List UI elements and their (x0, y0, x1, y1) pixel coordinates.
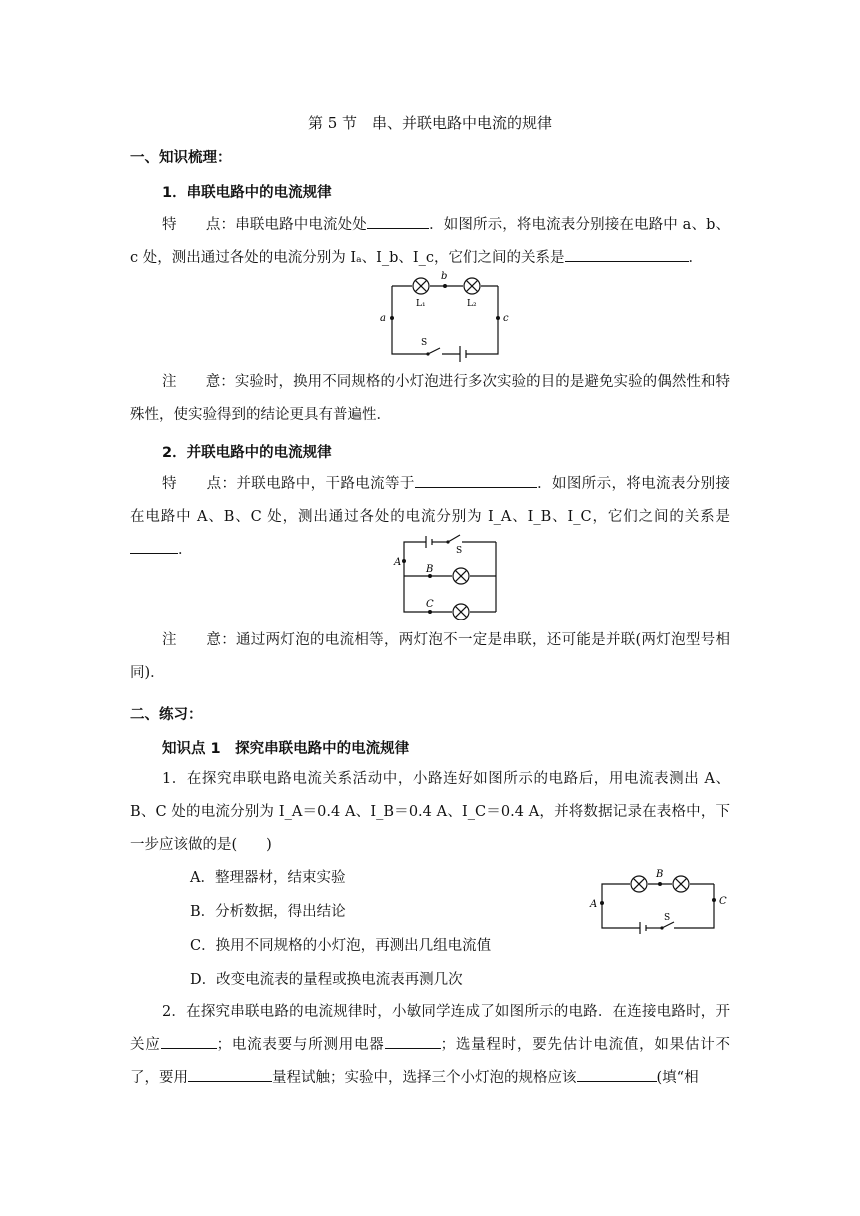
question-2-text-4: 量程试触；实验中，选择三个小灯泡的规格应该 (272, 1070, 577, 1086)
question-2-text-1: 2．在探究串联电路的电流规律时，小敏同学连成了如图所示的电路．在连接电路时，开关应 (130, 1004, 730, 1053)
blank-q2-3[interactable] (188, 1067, 272, 1082)
question-1-circuit-diagram (584, 864, 734, 938)
series-feature-text-1: 串联电路中电流处处 (235, 217, 367, 233)
circuit1-label-a: a (380, 313, 386, 324)
question-1-option-b[interactable]: B．分析数据，得出结论 (190, 904, 346, 920)
series-circuit-diagram (370, 270, 520, 362)
lamp-b-icon (453, 568, 469, 584)
question-1-option-d[interactable]: D．改变电流表的量程或换电流表再测几次 (190, 972, 463, 988)
parallel-note-label: 注 意： (162, 632, 236, 648)
q1-label-a: A (590, 899, 598, 910)
knowledge-point-1: 知识点 1 探究串联电路中的电流规律 (162, 741, 410, 757)
blank-parallel-2[interactable] (130, 539, 178, 554)
parallel-note-text: 通过两灯泡的电流相等，两灯泡不一定是串联，还可能是并联(两灯泡型号相同)． (130, 632, 731, 681)
circuit1-label-l1: L₁ (416, 299, 426, 309)
series-feature-text-4: ． (688, 250, 704, 266)
circuit1-label-s: S (421, 338, 428, 348)
circuit2-label-a: A (394, 557, 402, 568)
circuit1-label-c: c (503, 313, 509, 324)
page-title: 第 5 节 串、并联电路中电流的规律 (307, 114, 553, 132)
series-note-label: 注 意： (162, 374, 235, 390)
parallel-note-paragraph (130, 624, 730, 690)
section-heading-practice: 二、练习： (130, 707, 203, 723)
q1-label-c: C (719, 896, 727, 907)
circuit2-label-s: S (456, 546, 463, 556)
question-2-text-2: ；电流表要与所测用电器 (216, 1037, 385, 1053)
question-2-text-3: ；选量程时，要先估计电流值，如果估计不了，要用 (130, 1037, 731, 1086)
lamp-l1-icon (413, 278, 429, 294)
parallel-feature-text-1: 并联电路中，干路电流等于 (236, 476, 415, 492)
series-feature-text-3: c 处，测出通过各处的电流分别为 Iₐ、I_b、I_c，它们之间的关系是 (130, 250, 565, 266)
series-feature-label: 特 点： (162, 217, 236, 233)
subheading-series-current: 1．串联电路中的电流规律 (162, 185, 332, 201)
q1-label-b: B (656, 869, 664, 880)
subheading-parallel-current: 2．并联电路中的电流规律 (162, 445, 332, 461)
question-2-stem (130, 996, 730, 1095)
series-note-text: 实验时，换用不同规格的小灯泡进行多次实验的目的是避免实验的偶然性和特殊性，使实验得到的结论更具有普遍性． (130, 374, 731, 423)
blank-q2-1[interactable] (161, 1034, 217, 1049)
series-feature-text-2: ．如图所示，将电流表分别接在电路中 a、b、 (428, 217, 730, 233)
lamp-l2-icon (464, 278, 480, 294)
question-1-option-c[interactable]: C．换用不同规格的小灯泡，再测出几组电流值 (190, 938, 492, 954)
q1-label-s: S (664, 913, 671, 923)
blank-q2-4[interactable] (577, 1067, 657, 1082)
parallel-feature-label: 特 点： (162, 476, 237, 492)
blank-series-1[interactable] (367, 214, 429, 229)
blank-series-2[interactable] (565, 247, 689, 262)
lamp-c-icon (453, 604, 469, 620)
parallel-feature-text-3: ． (178, 542, 193, 558)
question-2-text-5: (填“相 (656, 1070, 699, 1086)
circuit2-label-b: B (426, 564, 434, 575)
circuit1-label-l2: L₂ (467, 299, 477, 309)
q1-lamp-right-icon (673, 876, 689, 892)
question-1-stem: 1．在探究串联电路电流关系活动中，小路连好如图所示的电路后，用电流表测出 A、B、C 处的电流分别为 I_A＝0.4 A、I_B＝0.4 A、I_C＝0.4 A，并将数据记录在表格中，下一步应该做的是( ) (130, 771, 730, 853)
parallel-feature-text-2: ．如图所示，将电流表分别接在电路中 A、B、C 处，测出通过各处的电流分别为 I_A、I_B、I_C，它们之间的关系是 (130, 476, 731, 525)
question-1-option-a[interactable]: A．整理器材，结束实验 (190, 870, 346, 886)
series-note-paragraph (130, 366, 730, 432)
circuit1-label-b: b (441, 271, 448, 282)
q1-lamp-left-icon (631, 876, 647, 892)
series-feature-paragraph (130, 209, 730, 275)
parallel-circuit-diagram (388, 530, 508, 620)
circuit2-label-c: C (426, 599, 434, 610)
blank-q2-2[interactable] (385, 1034, 441, 1049)
blank-parallel-1[interactable] (415, 473, 537, 488)
section-heading-knowledge: 一、知识梳理： (130, 150, 232, 166)
